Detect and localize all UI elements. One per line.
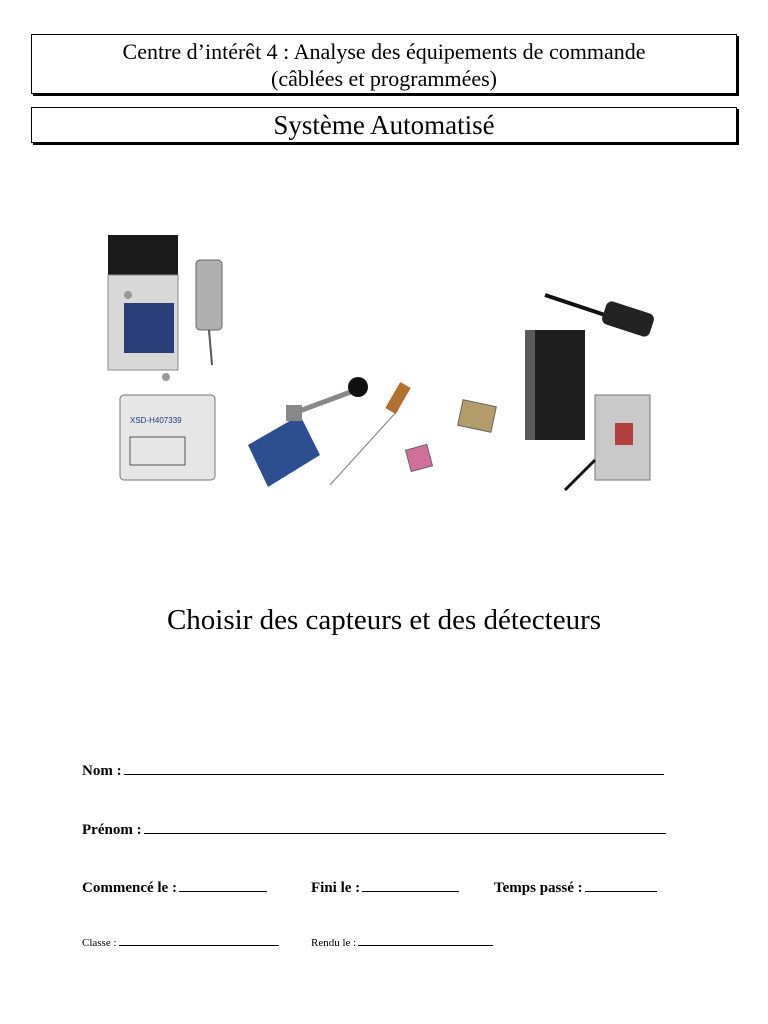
temps-line[interactable] [585,877,657,892]
header-box [31,34,737,94]
square-sensor-icon [120,395,215,480]
nom-line[interactable] [124,760,664,775]
device-label: XSD-H407339 [130,416,182,425]
commence-line[interactable] [179,877,267,892]
classe-line[interactable] [119,935,279,946]
nom-field[interactable] [82,760,664,780]
header-line-2: (câblées et programmées) [271,66,497,91]
prenom-line[interactable] [144,819,666,834]
classe-field[interactable] [82,935,279,949]
inductive-switch-icon [108,235,178,381]
subject-title: Choisir des capteurs et des détecteurs [166,604,602,636]
cylindrical-sensor-icon [196,260,222,365]
nom-label: Nom : [82,763,122,779]
classe-label: Classe : [82,937,117,949]
title-box [31,107,737,143]
fini-field[interactable] [311,877,459,897]
temps-field[interactable] [494,877,657,897]
prenom-field[interactable] [82,819,666,839]
temps-label: Temps passé : [494,880,583,896]
fini-line[interactable] [362,877,459,892]
fini-label: Fini le : [311,880,361,896]
limit-switch-icon [248,377,368,487]
prenom-label: Prénom : [82,822,142,838]
commence-field[interactable] [82,877,267,897]
sensors-illustration [100,225,680,505]
commence-label: Commencé le : [82,880,177,896]
rendu-field[interactable] [311,935,493,949]
rendu-label: Rendu le : [311,937,357,949]
document-title: Système Automatisé [273,110,495,140]
rendu-line[interactable] [358,935,493,946]
mini-switch-icon [406,400,497,472]
header-line-1: Centre d’intérêt 4 : Analyse des équipements de commande [122,39,646,64]
photoelectric-sensor-icon [525,295,655,490]
